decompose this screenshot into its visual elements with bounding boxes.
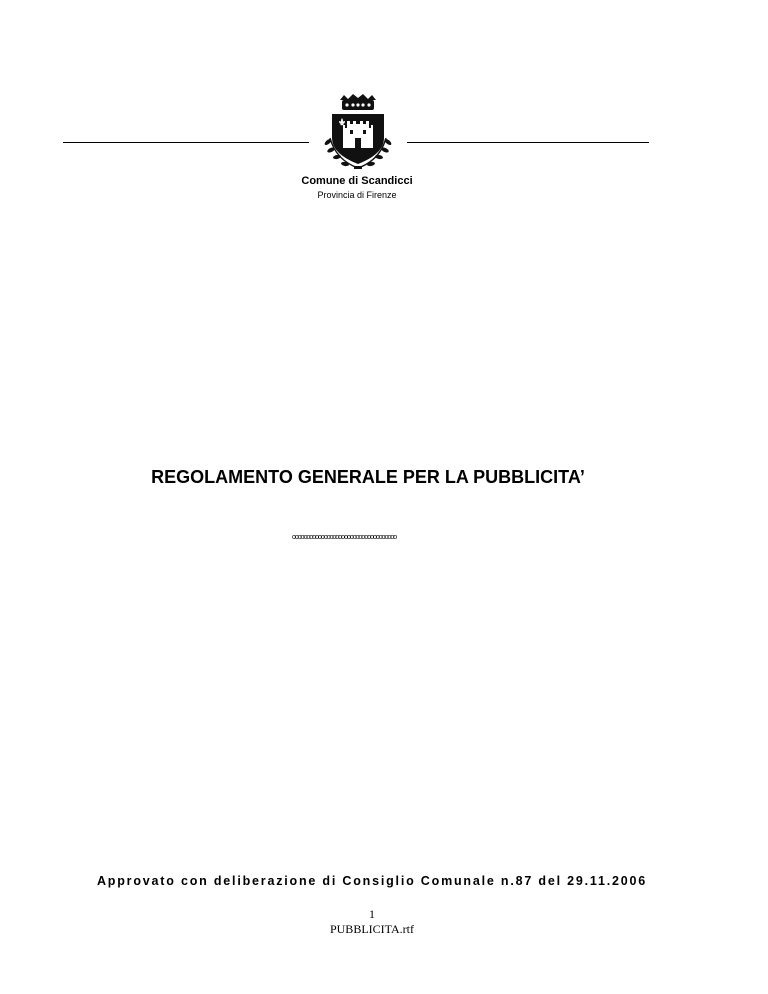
decorative-separator: oooooooooooooooooooooooooooooooooooo: [292, 534, 397, 541]
coat-of-arms-icon: [318, 94, 398, 174]
file-name: PUBBLICITA.rtf: [329, 922, 415, 936]
municipality-name: Comune di Scandicci: [301, 175, 413, 187]
document-title: REGOLAMENTO GENERALE PER LA PUBBLICITA’: [151, 467, 585, 487]
province-name: Provincia di Firenze: [317, 190, 397, 200]
header-rule-left: [63, 142, 309, 143]
approval-note: Approvato con deliberazione di Consiglio Comunale n.87 del 29.11.2006: [96, 874, 647, 888]
page-number: 1: [369, 907, 375, 921]
header-rule-right: [407, 142, 649, 143]
